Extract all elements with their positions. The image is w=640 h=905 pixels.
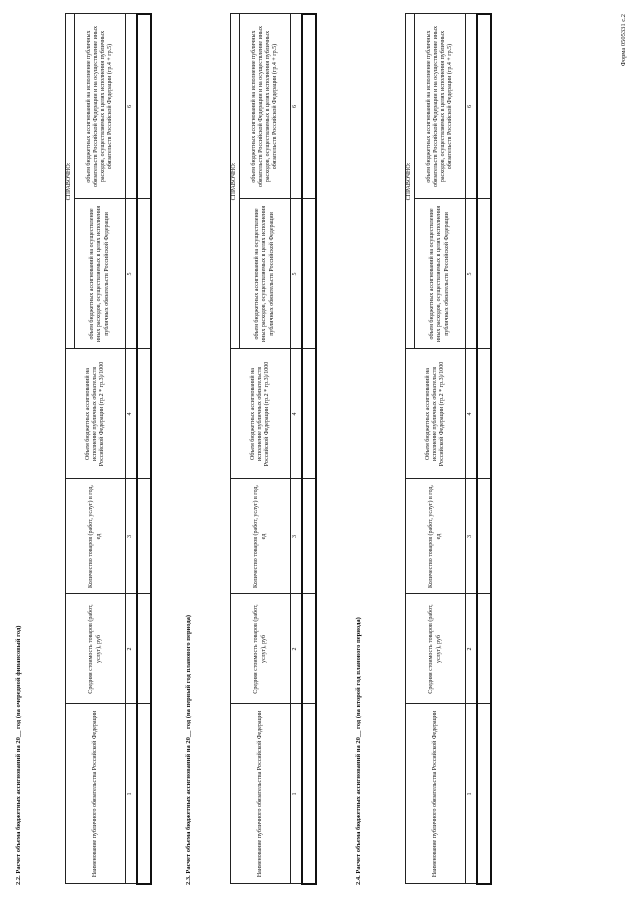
col-number: 4 [291,349,303,479]
section-title: 2.2. Расчет объема бюджетных ассигнований на 20__ год (на очередной финансовый год) [15,625,22,885]
col-number: 3 [291,479,303,594]
col-number: 2 [466,594,478,704]
data-cell [302,199,316,349]
data-cell [137,704,151,884]
col-header-avg-cost: Средняя стоимость товаров (работ, услуг), руб [66,594,126,704]
col-number: 2 [291,594,303,704]
data-cell [302,349,316,479]
section-2-2 [15,0,180,905]
col-header-avg-cost: Средняя стоимость товаров (работ, услуг), руб [231,594,291,704]
spravochno-label: СПРАВОЧНО: [231,14,240,349]
data-cell [477,479,491,594]
col-number: 5 [466,199,478,349]
col-header-avg-cost: Средняя стоимость товаров (работ, услуг), руб [406,594,466,704]
data-cell [137,199,151,349]
data-cell [477,199,491,349]
col-header-volume: Объем бюджетных ассигнований на исполнение публичных обязательств Российской Федерации (гр.2 * гр.3)/1000 [66,349,126,479]
col-number: 6 [291,14,303,199]
data-cell [302,704,316,884]
col-number: 4 [126,349,138,479]
col-header-quantity: Количество товаров (работ, услуг) в год, ед [66,479,126,594]
col-header-volume: Объем бюджетных ассигнований на исполнение публичных обязательств Российской Федерации (гр.2 * гр.3)/1000 [231,349,291,479]
section-2-3 [185,0,355,905]
col-number: 5 [126,199,138,349]
spravochno-label: СПРАВОЧНО: [406,14,415,349]
data-cell [302,14,316,199]
section-title: 2.4. Расчет объема бюджетных ассигнований на 20__ год (на второй год планового периода) [355,617,362,885]
col-number: 3 [126,479,138,594]
data-cell [137,14,151,199]
data-cell [477,704,491,884]
col-header-quantity: Количество товаров (работ, услуг) в год, ед [231,479,291,594]
col-header-volume: Объем бюджетных ассигнований на исполнение публичных обязательств Российской Федерации (гр.2 * гр.3)/1000 [406,349,466,479]
form-code: Форма 0505331 с.2 [620,14,627,67]
data-cell [137,594,151,704]
data-cell [477,349,491,479]
col-header-total: объем бюджетных ассигнований на исполнение публичных обязательств Российской Федерации и на осуществление иных расходов, осуществляемых в целях исполнения публичных обязательств Российской Федерации (гр.4 + гр.5) [75,14,126,199]
section-2-4 [355,0,530,905]
col-number: 5 [291,199,303,349]
col-number: 2 [126,594,138,704]
col-number: 6 [126,14,138,199]
col-number: 1 [291,704,303,884]
calc-table [230,13,317,885]
col-header-name: Наименование публичного обязательства Российской Федерации [66,704,126,884]
col-header-other-expenses: объем бюджетных ассигнований на осуществление иных расходов, осуществляемых в целях исполнения публичных обязательств Российской Федерации [240,199,291,349]
data-cell [302,594,316,704]
col-number: 3 [466,479,478,594]
col-header-other-expenses: объем бюджетных ассигнований на осуществление иных расходов, осуществляемых в целях исполнения публичных обязательств Российской Федерации [75,199,126,349]
col-number: 6 [466,14,478,199]
section-title: 2.3. Расчет объема бюджетных ассигнований на 20__ год (на первый год планового периода) [185,614,192,885]
data-cell [477,594,491,704]
col-header-quantity: Количество товаров (работ, услуг) в год, ед [406,479,466,594]
spravochno-label: СПРАВОЧНО: [66,14,75,349]
col-header-other-expenses: объем бюджетных ассигнований на осуществление иных расходов, осуществляемых в целях исполнения публичных обязательств Российской Федерации [415,199,466,349]
col-number: 1 [126,704,138,884]
col-header-name: Наименование публичного обязательства Российской Федерации [231,704,291,884]
col-header-name: Наименование публичного обязательства Российской Федерации [406,704,466,884]
col-number: 1 [466,704,478,884]
col-number: 4 [466,349,478,479]
data-cell [477,14,491,199]
calc-table [65,13,152,885]
calc-table [405,13,492,885]
col-header-total: объем бюджетных ассигнований на исполнение публичных обязательств Российской Федерации и на осуществление иных расходов, осуществляемых в целях исполнения публичных обязательств Российской Федерации (гр.4 + гр.5) [415,14,466,199]
col-header-total: объем бюджетных ассигнований на исполнение публичных обязательств Российской Федерации и на осуществление иных расходов, осуществляемых в целях исполнения публичных обязательств Российской Федерации (гр.4 + гр.5) [240,14,291,199]
data-cell [302,479,316,594]
data-cell [137,479,151,594]
data-cell [137,349,151,479]
